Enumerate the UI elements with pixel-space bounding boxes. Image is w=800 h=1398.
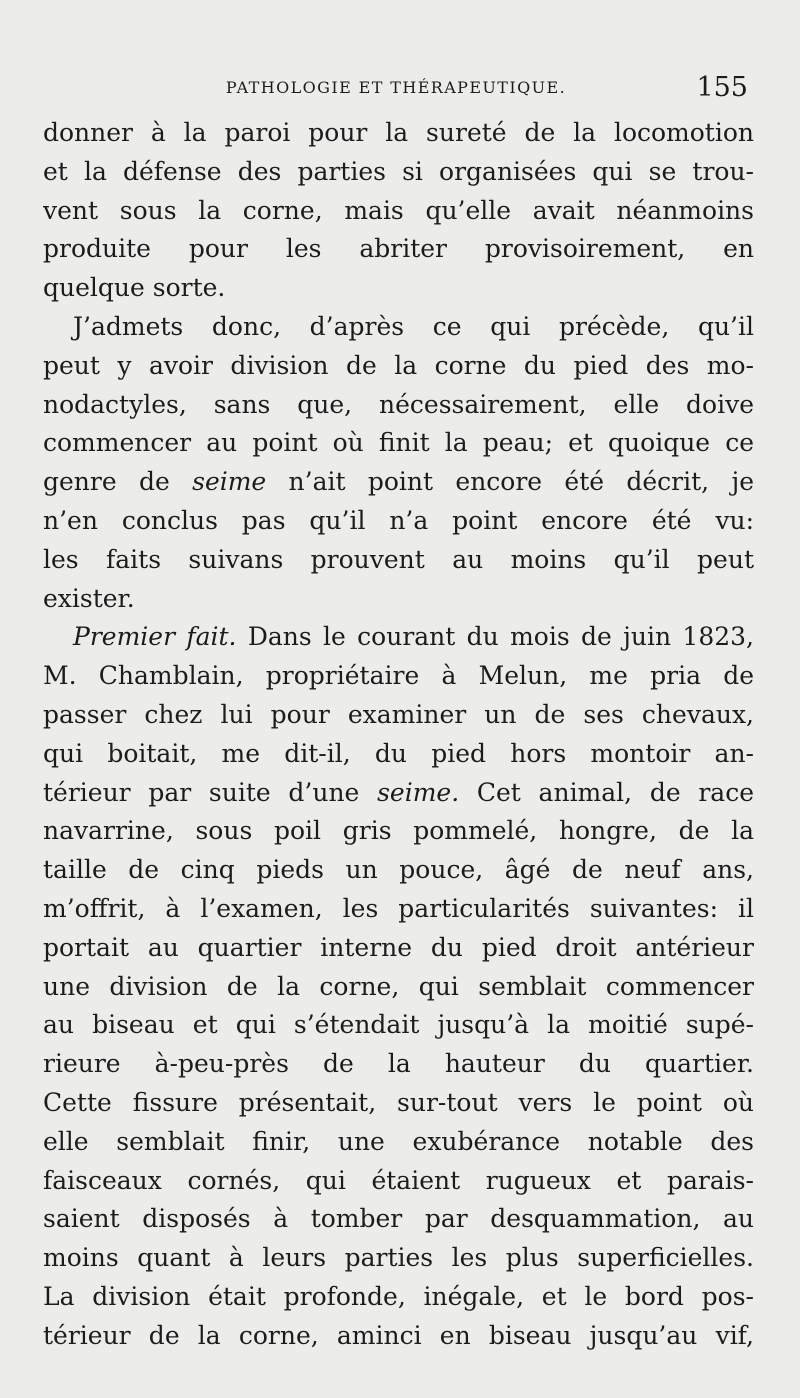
text-line: exister. (43, 583, 135, 613)
text-segment: Dans le courant du mois de juin 1823, (236, 622, 754, 652)
text-line: Cette fissure présentait, sur-tout vers le point où (43, 1087, 754, 1117)
text-line: au biseau et qui s’étendait jusqu’à la moitié supé- (43, 1010, 754, 1040)
text-line (43, 774, 754, 813)
text-line: peut y avoir division de la corne du pied des mo- (43, 350, 754, 380)
text-line: commencer au point où finit la peau; et quoique ce (43, 428, 754, 458)
italic-term: seime. (377, 777, 460, 807)
text-line: taille de cinq pieds un pouce, âgé de neuf ans, (43, 855, 754, 885)
text-line: vent sous la corne, mais qu’elle avait néanmoins (43, 195, 754, 225)
text-line: M. Chamblain, propriétaire à Melun, me pria de (43, 661, 754, 691)
text-line: portait au quartier interne du pied droit antérieur (43, 932, 754, 962)
text-line (43, 618, 754, 657)
text-line: et la défense des parties si organisées qui se trou- (43, 156, 754, 186)
text-line: quelque sorte. (43, 273, 226, 303)
text-segment: Cet animal, de race (459, 777, 754, 807)
page-number: 155 (696, 72, 748, 103)
italic-term: seime (192, 467, 267, 497)
text-line: navarrine, sous poil gris pommelé, hongre, de la (43, 816, 754, 846)
text-line: faisceaux cornés, qui étaient rugueux et parais- (43, 1165, 754, 1195)
text-line: La division était profonde, inégale, et le bord pos- (43, 1281, 754, 1311)
text-line: qui boitait, me dit-il, du pied hors montoir an- (43, 738, 754, 768)
page-header (44, 70, 748, 110)
text-line: rieure à-peu-près de la hauteur du quartier. (43, 1049, 754, 1079)
text-line: une division de la corne, qui semblait commencer (43, 971, 754, 1001)
text-segment: genre de (43, 467, 193, 497)
text-line: passer chez lui pour examiner un de ses chevaux, (43, 699, 754, 729)
text-line: J’admets donc, d’après ce qui précède, qu’il (73, 311, 754, 341)
text-line: térieur de la corne, aminci en biseau jusqu’au vif, (43, 1320, 754, 1350)
running-title: PATHOLOGIE ET THÉRAPEUTIQUE. (225, 78, 567, 97)
text-line: nodactyles, sans que, nécessairement, elle doive (43, 389, 754, 419)
text-line: moins quant à leurs parties les plus superficielles. (43, 1243, 754, 1273)
text-line: elle semblait finir, une exubérance notable des (43, 1126, 754, 1156)
text-line: donner à la paroi pour la sureté de la locomotion (43, 118, 754, 147)
text-line: saient disposés à tomber par desquammation, au (43, 1204, 754, 1234)
italic-heading: Premier fait. (73, 622, 237, 652)
body-text (43, 114, 754, 1356)
text-line: produite pour les abriter provisoirement, en (43, 234, 754, 264)
text-line: m’offrit, à l’examen, les particularités suivantes: il (43, 893, 754, 923)
text-segment: térieur par suite d’une (43, 777, 378, 807)
text-line: les faits suivans prouvent au moins qu’il peut (43, 544, 754, 574)
text-line (43, 463, 754, 502)
text-line: n’en conclus pas qu’il n’a point encore été vu: (43, 505, 754, 535)
text-segment: n’ait point encore été décrit, je (266, 467, 754, 497)
